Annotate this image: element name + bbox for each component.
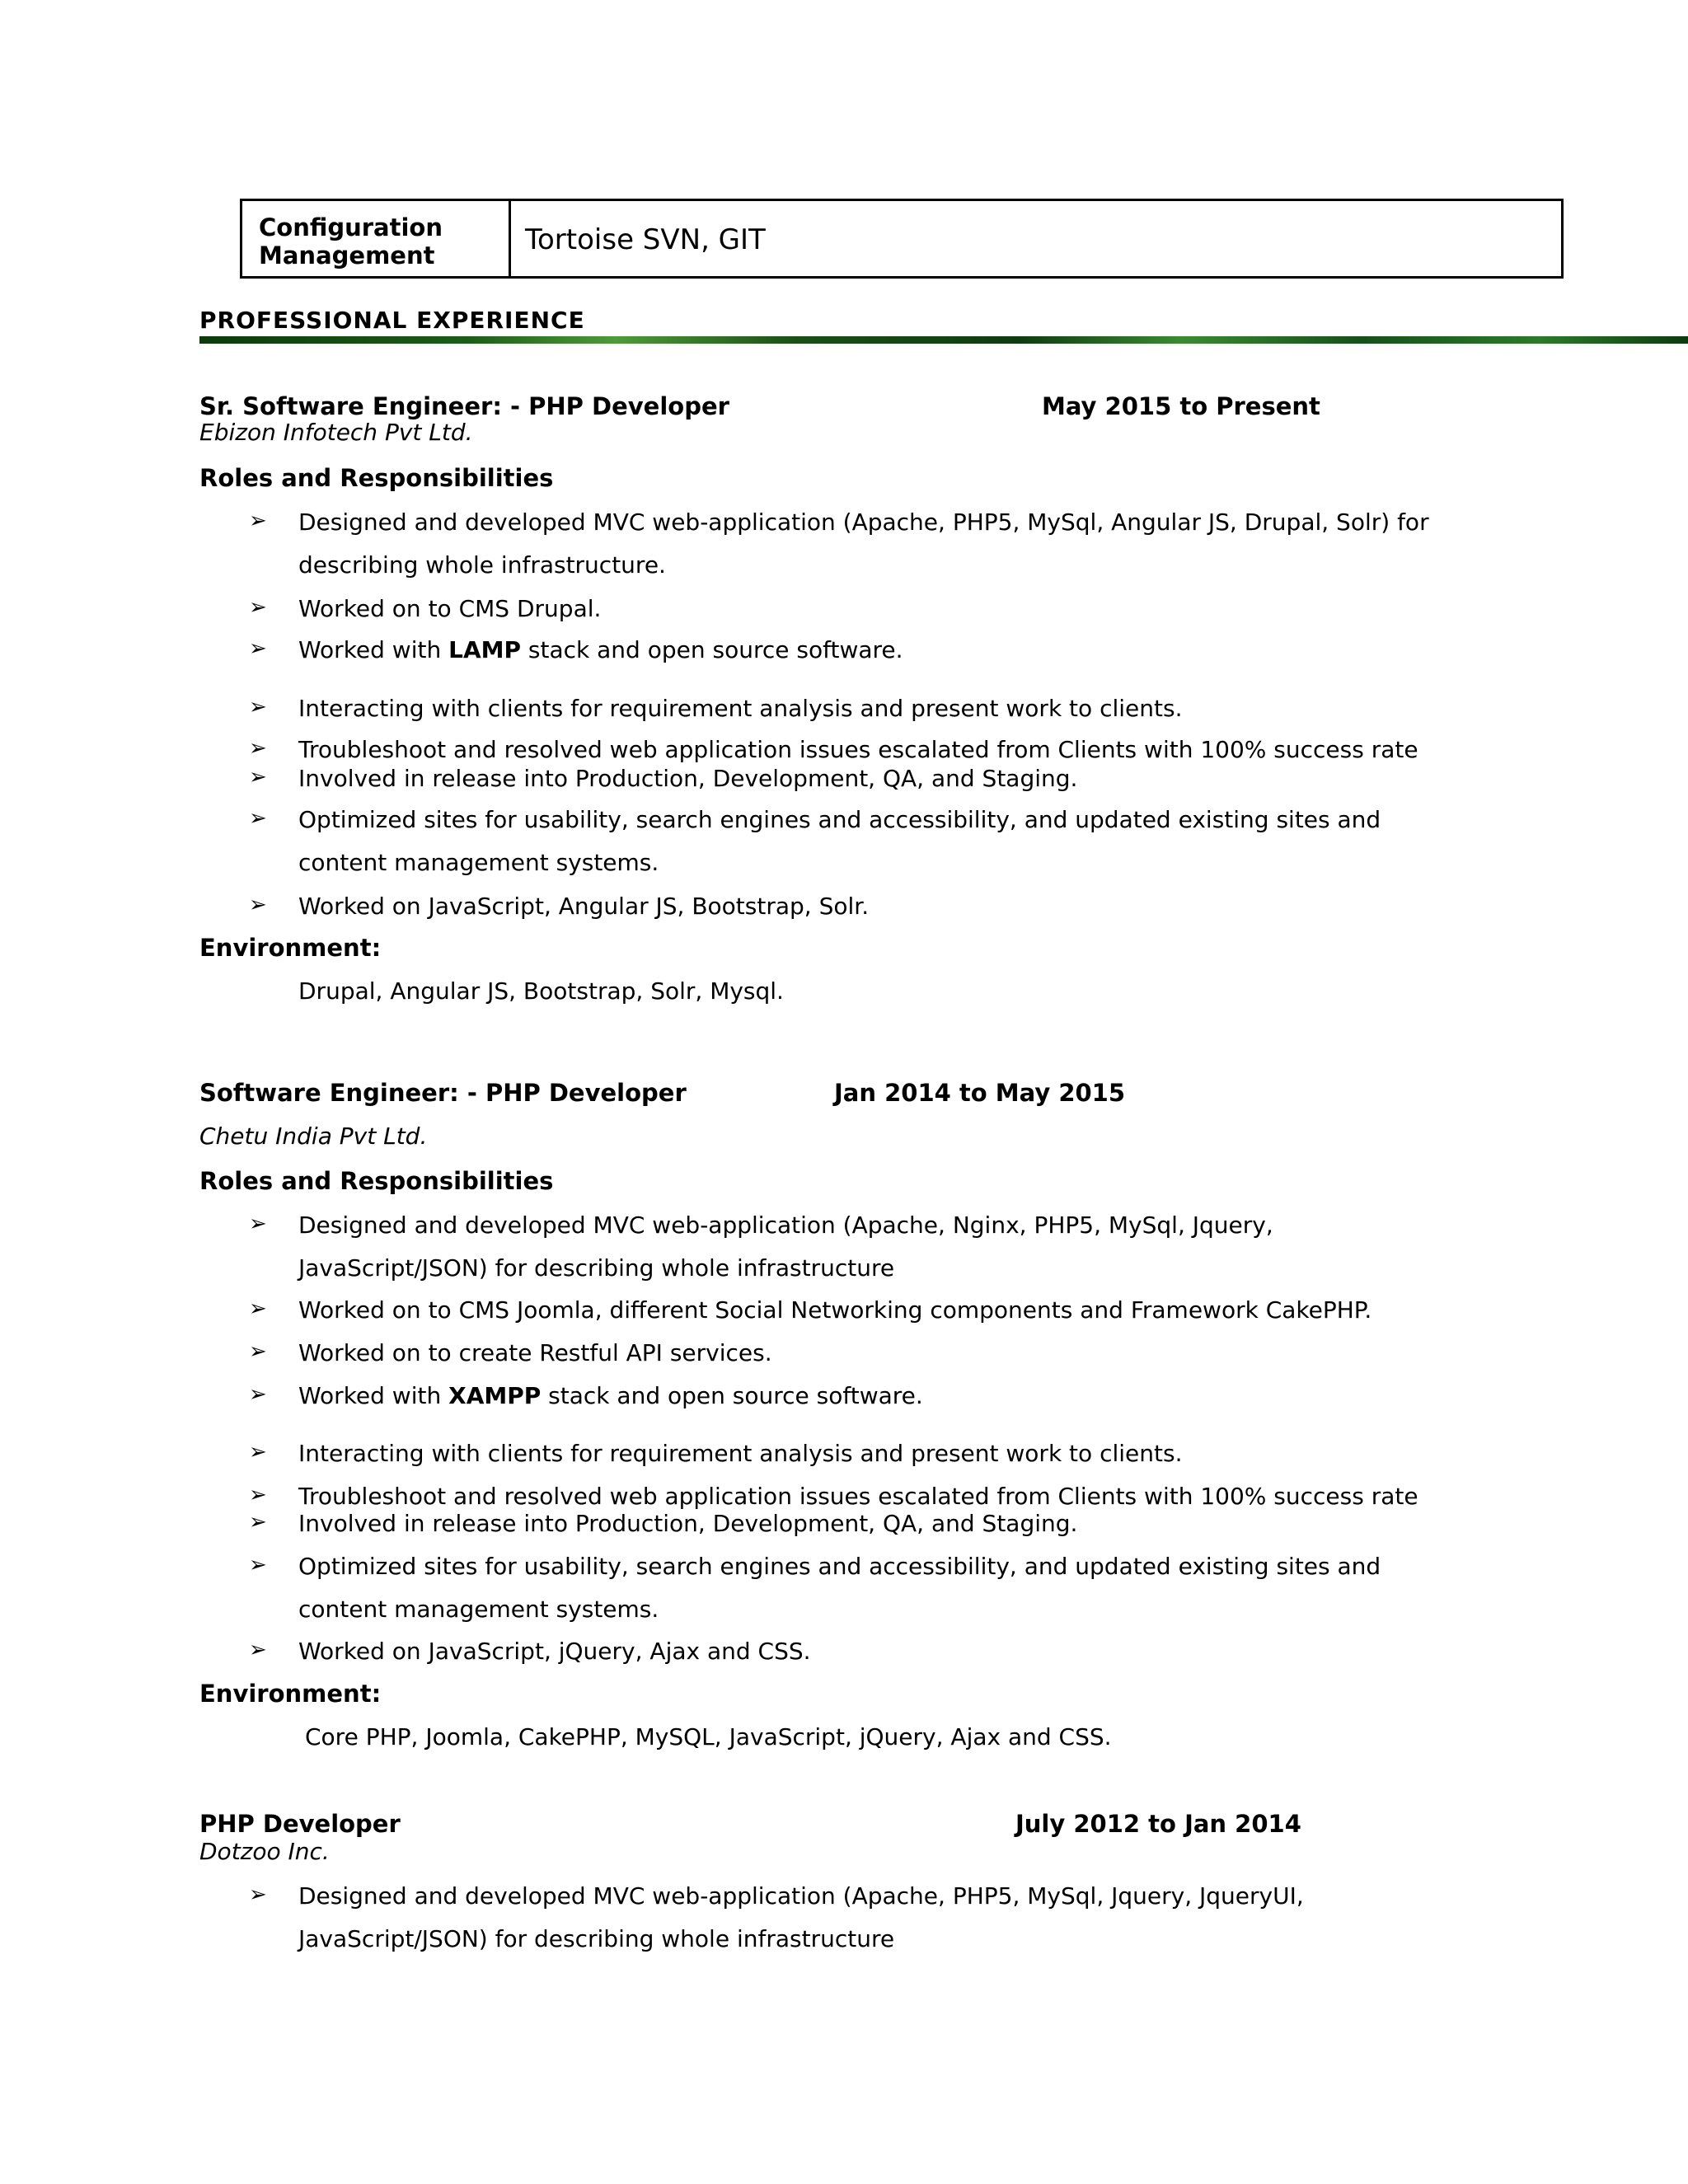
roles-heading: Roles and Responsibilities — [199, 464, 554, 492]
company-name: Ebizon Infotech Pvt Ltd. — [199, 419, 473, 446]
bullet-text: Designed and developed MVC web-application (Apache, PHP5, MySql, Angular JS, Drupal, Solr) for — [298, 509, 1429, 536]
bullet-text: Worked on JavaScript, jQuery, Ajax and CSS. — [298, 1638, 811, 1665]
job-title: Software Engineer: - PHP Developer — [199, 1079, 687, 1107]
skill-category-label — [242, 201, 511, 276]
environment-text: Drupal, Angular JS, Bootstrap, Solr, Mysql. — [298, 977, 784, 1005]
bullet-text: Worked on JavaScript, Angular JS, Bootstrap, Solr. — [298, 893, 870, 920]
bullet-text-suffix: stack and open source software. — [541, 1382, 923, 1409]
bullet-text-emphasis: XAMPP — [448, 1382, 542, 1409]
bullet-arrow-icon: ➢ — [249, 1212, 267, 1236]
skill-label-line1: Configuration — [259, 213, 443, 241]
bullet-text — [298, 1382, 923, 1409]
bullet-text — [298, 636, 903, 663]
bullet-text: Designed and developed MVC web-application (Apache, Nginx, PHP5, MySql, Jquery, — [298, 1212, 1273, 1239]
skill-value: Tortoise SVN, GIT — [525, 223, 766, 256]
section-divider — [199, 336, 1688, 344]
bullet-arrow-icon: ➢ — [249, 1296, 267, 1321]
bullet-text-prefix: Worked with — [298, 1382, 449, 1409]
bullet-arrow-icon: ➢ — [249, 1339, 267, 1364]
bullet-arrow-icon: ➢ — [249, 1510, 267, 1535]
bullet-arrow-icon: ➢ — [249, 736, 267, 761]
bullet-text: Designed and developed MVC web-application (Apache, PHP5, MySql, Jquery, JqueryUI, — [298, 1882, 1304, 1910]
bullet-text-continued: JavaScript/JSON) for describing whole infrastructure — [298, 1925, 895, 1952]
environment-text: Core PHP, Joomla, CakePHP, MySQL, JavaScript, jQuery, Ajax and CSS. — [305, 1723, 1112, 1750]
section-title: PROFESSIONAL EXPERIENCE — [199, 307, 585, 334]
bullet-text: Involved in release into Production, Development, QA, and Staging. — [298, 1510, 1078, 1537]
bullet-text: Optimized sites for usability, search engines and accessibility, and updated existing sites and — [298, 806, 1381, 833]
bullet-arrow-icon: ➢ — [249, 765, 267, 790]
bullet-text: Worked on to create Restful API services. — [298, 1339, 772, 1366]
company-name: Dotzoo Inc. — [199, 1838, 330, 1865]
bullet-arrow-icon: ➢ — [249, 1638, 267, 1662]
environment-heading: Environment: — [199, 1680, 382, 1708]
bullet-arrow-icon: ➢ — [249, 1440, 267, 1465]
job-dates: July 2012 to Jan 2014 — [1015, 1810, 1301, 1838]
roles-heading: Roles and Responsibilities — [199, 1167, 554, 1195]
bullet-text: Involved in release into Production, Development, QA, and Staging. — [298, 765, 1078, 792]
bullet-text: Interacting with clients for requirement analysis and present work to clients. — [298, 695, 1183, 722]
bullet-text: Worked on to CMS Drupal. — [298, 595, 602, 622]
bullet-arrow-icon: ➢ — [249, 595, 267, 620]
bullet-text-continued: describing whole infrastructure. — [298, 551, 666, 579]
environment-heading: Environment: — [199, 934, 382, 962]
job-dates: May 2015 to Present — [1042, 392, 1320, 420]
bullet-text: Troubleshoot and resolved web application issues escalated from Clients with 100% success rate — [298, 1483, 1418, 1510]
bullet-text: Worked on to CMS Joomla, different Social Networking components and Framework CakePHP. — [298, 1296, 1372, 1324]
bullet-text-suffix: stack and open source software. — [521, 636, 903, 663]
bullet-arrow-icon: ➢ — [249, 1882, 267, 1907]
bullet-arrow-icon: ➢ — [249, 1483, 267, 1507]
bullet-arrow-icon: ➢ — [249, 806, 267, 831]
job-dates: Jan 2014 to May 2015 — [834, 1079, 1126, 1107]
bullet-text-continued: JavaScript/JSON) for describing whole infrastructure — [298, 1254, 895, 1282]
job-title: Sr. Software Engineer: - PHP Developer — [199, 392, 729, 420]
bullet-text-continued: content management systems. — [298, 1596, 659, 1623]
bullet-text-continued: content management systems. — [298, 849, 659, 876]
company-name: Chetu India Pvt Ltd. — [199, 1122, 428, 1150]
skill-label-line2: Management — [259, 241, 435, 269]
bullet-arrow-icon: ➢ — [249, 636, 267, 661]
bullet-text: Interacting with clients for requirement analysis and present work to clients. — [298, 1440, 1183, 1467]
job-title: PHP Developer — [199, 1810, 401, 1838]
bullet-text-emphasis: LAMP — [448, 636, 522, 663]
bullet-arrow-icon: ➢ — [249, 893, 267, 917]
bullet-arrow-icon: ➢ — [249, 509, 267, 533]
bullet-text: Optimized sites for usability, search engines and accessibility, and updated existing sites and — [298, 1553, 1381, 1580]
bullet-text-prefix: Worked with — [298, 636, 449, 663]
bullet-arrow-icon: ➢ — [249, 695, 267, 719]
bullet-arrow-icon: ➢ — [249, 1382, 267, 1407]
bullet-text: Troubleshoot and resolved web application issues escalated from Clients with 100% success rate — [298, 736, 1418, 763]
bullet-arrow-icon: ➢ — [249, 1553, 267, 1577]
skills-table-row — [240, 199, 1564, 279]
